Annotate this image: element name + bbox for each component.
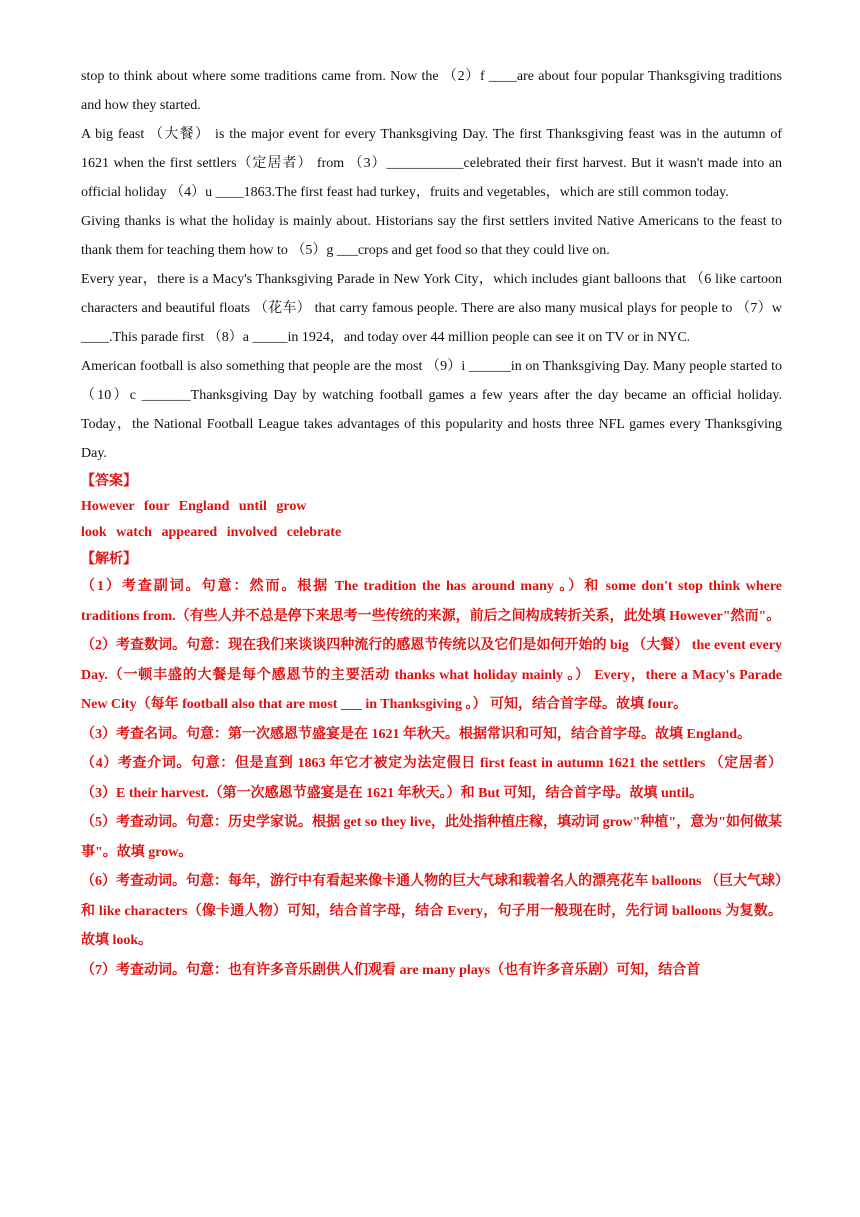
document-page (81, 62, 782, 985)
analysis-item: （5）考查动词。句意：历史学家说。根据 get so they live，此处指种植庄稼，填动词 grow"种植"，意为"如何做某事"。故填 grow。 (81, 815, 782, 860)
analysis-item: （4）考查介词。句意：但是直到 1863 年它才被定为法定假日 first feast in autumn 1621 the settlers （定居者） （3）E their harvest.（第一次感恩节盛宴是在 1621 年秋天。）和 But 可知，结合首字母。故填 until。 (81, 756, 782, 801)
passage-paragraph: A big feast （大餐） is the major event for every Thanksgiving Day. The first Thanksgiving feast was in the autumn of 1621 when the first settlers（定居者） from （3）___________celebrated their first harvest. But it wasn't made into an official holiday （4）u ____1863.The first feast had turkey，fruits and vegetables，which are still common today. (81, 127, 782, 200)
analysis-item: （7）考查动词。句意：也有许多音乐剧供人们观看 are many plays（也有许多音乐剧）可知，结合首 (81, 962, 701, 978)
passage-paragraph: Every year，there is a Macy's Thanksgiving Parade in New York City，which includes giant balloons that （6 like cartoon characters and beautiful floats （花车） that carry famous people. There are also many musical plays for people to （7）w ____.This parade first （8）a _____in 1924，and today over 44 million people can see it on TV or in NYC. (81, 272, 782, 345)
passage-paragraph: Giving thanks is what the holiday is mainly about. Historians say the first settlers invited Native Americans to the feast to thank them for teaching them how to （5）g ___crops and get food so that they could live on. (81, 214, 782, 258)
answer-line: look watch appeared involved celebrate (81, 525, 342, 540)
answer-heading: 【答案】 (81, 473, 137, 489)
passage-paragraph: stop to think about where some traditions came from. Now the （2）f ____are about four popular Thanksgiving traditions and how they started. (81, 69, 782, 113)
analysis-heading: 【解析】 (81, 551, 137, 567)
answer-line: However four England until grow (81, 499, 307, 514)
analysis-item: （1）考查副词。句意：然而。根据 The tradition the has around many 。）和 some don't stop think where traditions from.（有些人并不总是停下来思考一些传统的来源，前后之间构成转折关系，此处填 However"然而"。 (81, 579, 782, 624)
analysis-item: （6）考查动词。句意：每年，游行中有看起来像卡通人物的巨大气球和载着名人的漂亮花车 balloons （巨大气球）和 like characters（像卡通人物）可知，结合首字母，结合 Every，句子用一般现在时，先行词 balloons 为复数。故填 look。 (81, 874, 782, 948)
analysis-item: （2）考查数词。句意：现在我们来谈谈四种流行的感恩节传统以及它们是如何开始的 big （大餐） the event every Day.（一顿丰盛的大餐是每个感恩节的主要活动 thanks what holiday mainly 。） Every，there a Macy's Parade New City（每年 football also that are most ___ in Thanksgiving 。） 可知，结合首字母。故填 four。 (81, 638, 782, 712)
passage-paragraph: American football is also something that people are the most （9）i ______in on Thanksgiving Day. Many people started to （10）c _______Thanksgiving Day by watching football games a few years after the day became an official holiday. Today，the National Football League takes advantages of this popularity and hosts three NFL games every Thanksgiving Day. (81, 359, 782, 461)
analysis-item: （3）考查名词。句意：第一次感恩节盛宴是在 1621 年秋天。根据常识和可知，结合首字母。故填 England。 (81, 726, 752, 742)
